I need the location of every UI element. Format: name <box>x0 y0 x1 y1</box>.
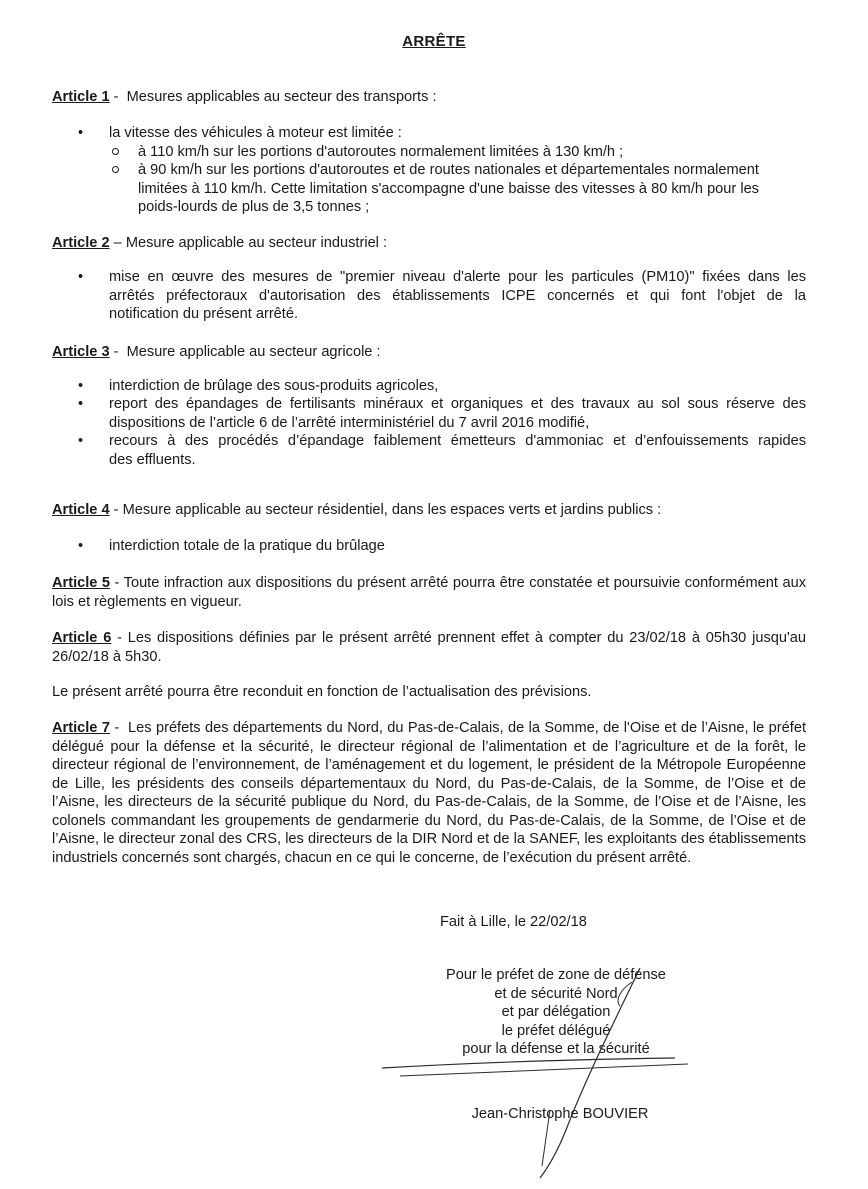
article-1-label: Article 1 <box>52 89 110 105</box>
article-6-label: Article 6 <box>52 630 112 646</box>
article-5-paragraph: Article 5 - Toute infraction aux dispositions du présent arrêté pourra être constatée et poursuivie conformément aux lois et règlements en vigueur. <box>52 575 807 610</box>
article-2-heading: Article 2 – Mesure applicable au secteur industriel : <box>52 235 388 251</box>
article-2-title: Mesure applicable au secteur industriel : <box>125 235 388 251</box>
reconduction-paragraph: Le présent arrêté pourra être reconduit en fonction de l’actualisation des prévisions. <box>52 684 592 700</box>
article-7-label: Article 7 <box>52 720 110 736</box>
handwritten-signature <box>370 960 700 1185</box>
article-4-title: Mesure applicable au secteur résidentiel, dans les espaces verts et jardins publics : <box>122 502 662 518</box>
signatory-name: Jean-Christophe BOUVIER <box>471 1106 649 1122</box>
article-3-label: Article 3 <box>52 344 110 360</box>
decree-document: ARRÊTE Article 1 - Mesures applicables au secteur des transports : • la vitesse des véhicules à moteur est limitée : à 110 km/h sur les portions d'autoroutes normalement limitées à 130 km/h ; à 90 km/h sur les portions d'autoroutes et de routes nationales et départementales normalement limitées à 110 km/h. Cette limitation s'accompagne d'une baisse des vitesses à 80 km/h pour les poids-lourds de plus de 3,5 tonnes ; Article 2 – Mesure applicable au secteur industriel : • mise en œuvre des mesures de "premier niveau d'alerte pour les particules (PM10)" fixées dans les arrêtés préfectoraux d'autorisation des établissements ICPE concernés et qui font l'objet de la notification du présent arrêté. Article 3 - Mesure applicable au secteur agricole : • interdiction de brûlage des sous-produits agricoles, • report des épandages de fertilisants minéraux et organiques et des travaux au sol sous réserve des dispositions de l’article 6 de l’arrêté interministériel du 7 avril 2016 modifié, • recours à des procédés d’épandage faiblement émetteurs d'ammoniac et d’enfouissements rapides des effluents. Article 4 - Mesure applicable au secteur résidentiel, dans les espaces verts et jardins publics : • interdiction totale de la pratique du brûlage Article 5 - Toute infraction aux dispositions du présent arrêté pourra être constatée et poursuivie conformément aux lois et règlements en vigueur. Article 6 - Les dispositions définies par le présent arrêté prennent effet à compter du 23/02/18 à 05h30 jusqu'au 26/02/18 à 5h30. Le présent arrêté pourra être reconduit en fonction de l’actualisation des prévisions. Article 7 - Les préfets des départements du Nord, du Pas-de-Calais, de la Somme, de l'Oise et de l’Aisne, le préfet délégué pour la défense et la sécurité, le directeur régional de l’alimentation et de l’agriculture et de la forêt, le directeur régional de l’environnement, de l’aménagement et du logement, le président de la Métropole Européenne de Lille, les présidents des conseils départementaux du Nord, du Pas-de-Calais, de la Somme, de l’Oise et de l’Aisne, les directeurs de la sécurité publique du Nord, du Pas-de-Calais, de la Somme, de l’Oise et de l’Aisne, les colonels commandant les groupements de gendarmerie du Nord, du Pas-de-Calais, de la Somme, de l’Oise et de l’Aisne, le directeur zonal des CRS, les directeurs de la DIR Nord et de la SANEF, les exploitants des établissements industriels concernés sont chargés, chacun en ce qui le concerne, de l’exécution du présent arrêté. Fait à Lille, le 22/02/18 Pour le préfet de zone de défense et de sécurité Nord et par délégation le préfet délégué pour la défense et la sécurité Jean-Christophe BOUVIER <box>0 0 868 1189</box>
document-title: ARRÊTE <box>402 33 466 50</box>
signatory-mandate: Pour le préfet de zone de défense et de sécurité Nord et par délégation le préfet délégué pour la défense et la sécurité <box>446 967 666 1057</box>
article-3-title: Mesure applicable au secteur agricole : <box>126 344 381 360</box>
article-3-heading: Article 3 - Mesure applicable au secteur agricole : <box>52 344 381 360</box>
place-date: Fait à Lille, le 22/02/18 <box>440 914 587 930</box>
article-4-label: Article 4 <box>52 502 110 518</box>
article-4-heading: Article 4 - Mesure applicable au secteur résidentiel, dans les espaces verts et jardins publics : <box>52 502 662 518</box>
article-2-label: Article 2 <box>52 235 110 251</box>
article-7-paragraph: Article 7 - Les préfets des départements du Nord, du Pas-de-Calais, de la Somme, de l'Oise et de l’Aisne, le préfet délégué pour la défense et la sécurité, le directeur régional de l’alimentation et de l’agriculture et de la forêt, le directeur régional de l’environnement, de l’aménagement et du logement, le président de la Métropole Européenne de Lille, les présidents des conseils départementaux du Nord, du Pas-de-Calais, de la Somme, de l’Oise et de l’Aisne, les directeurs de la sécurité publique du Nord, du Pas-de-Calais, de la Somme, de l’Oise et de l’Aisne, les colonels commandant les groupements de gendarmerie du Nord, du Pas-de-Calais, de la Somme, de l’Oise et de l’Aisne, le directeur zonal des CRS, les directeurs de la DIR Nord et de la SANEF, les exploitants des établissements industriels concernés sont chargés, chacun en ce qui le concerne, de l’exécution du présent arrêté. <box>52 720 806 866</box>
article-1-title: Mesures applicables au secteur des transports : <box>126 89 437 105</box>
article-6-paragraph: Article 6 - Les dispositions définies par le présent arrêté prennent effet à compter du 23/02/18 à 05h30 jusqu'au 26/02/18 à 5h30. <box>52 630 806 665</box>
article-1-heading: Article 1 - Mesures applicables au secteur des transports : <box>52 89 437 105</box>
article-5-label: Article 5 <box>52 575 111 591</box>
